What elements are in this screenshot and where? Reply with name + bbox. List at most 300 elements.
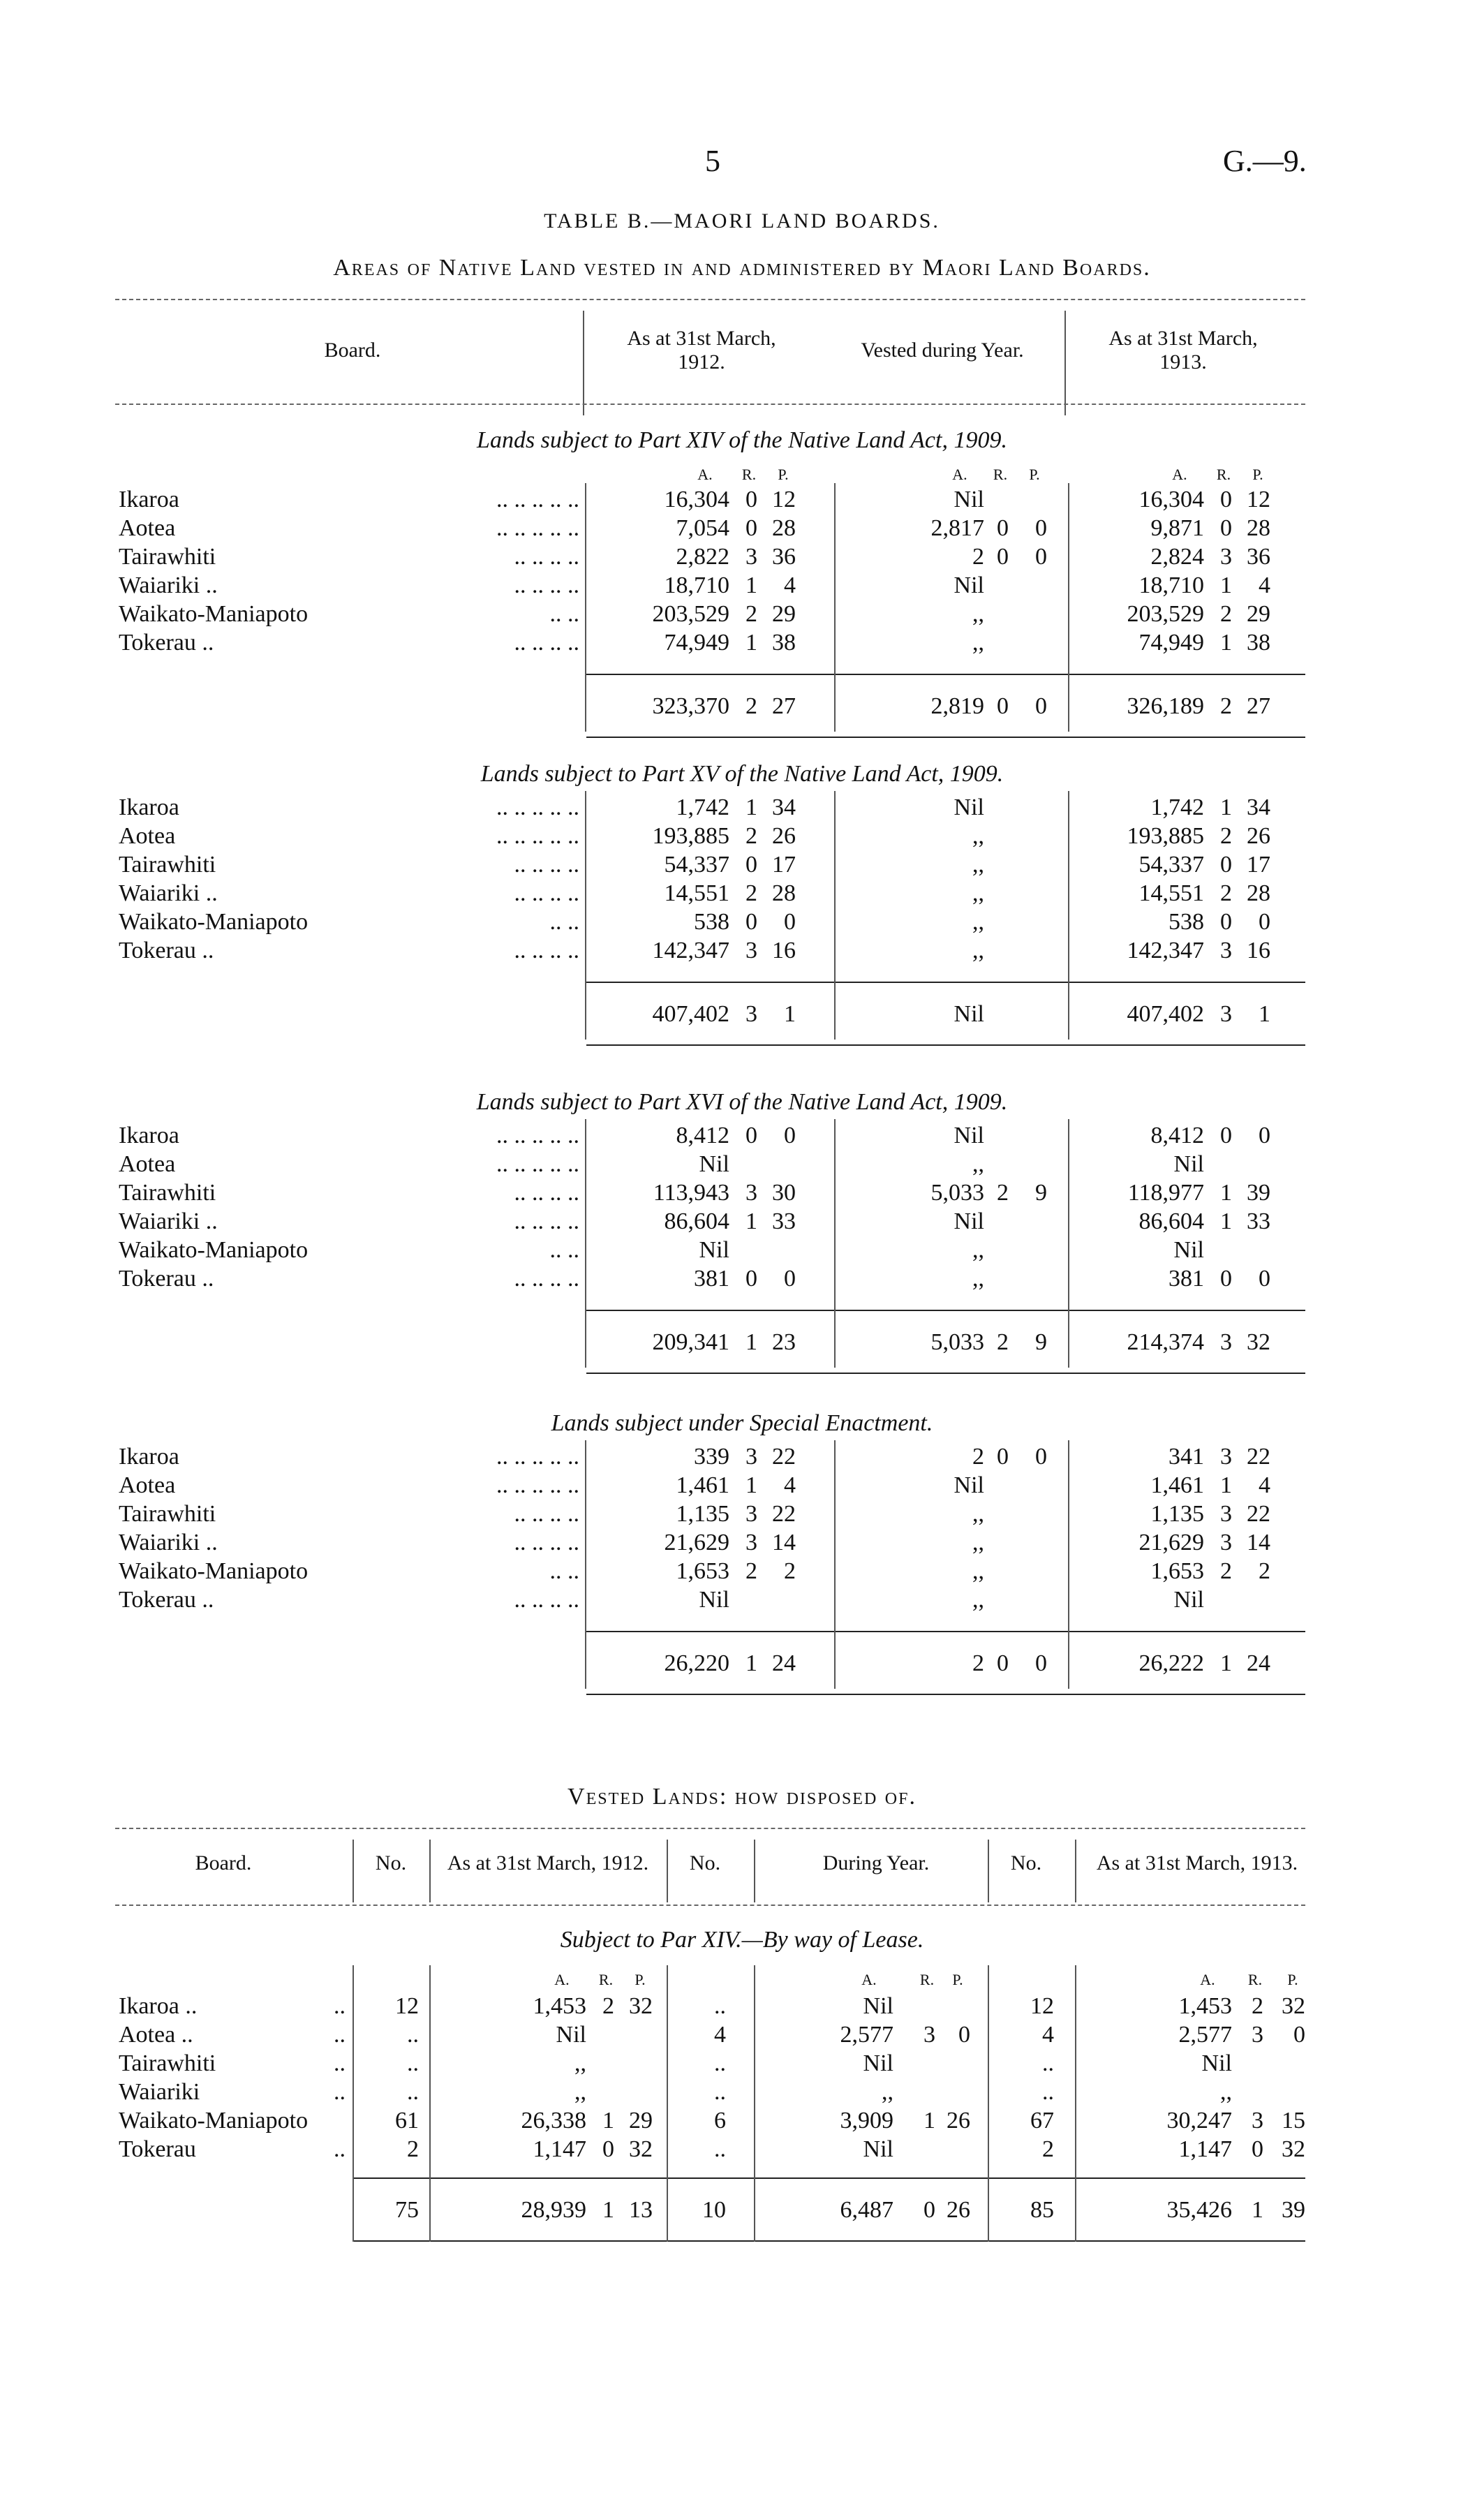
value-1913-roods: 3 xyxy=(1220,544,1232,570)
total-1913-acres: 214,374 xyxy=(1127,1329,1204,1355)
total-count-no2: 10 xyxy=(702,2197,726,2223)
total-1912-roods: 1 xyxy=(745,1329,757,1355)
disp-total-1913-acres: 35,426 xyxy=(1166,2197,1232,2223)
col-vested: Vested during Year. xyxy=(861,339,1024,362)
board-name: Waikato-Maniapoto xyxy=(119,601,309,627)
value-1912-perches: 0 xyxy=(784,909,796,935)
count-no3: .. xyxy=(1042,2050,1054,2076)
disp-1912-acres: 1,147 xyxy=(533,2136,586,2162)
total-1913-roods: 3 xyxy=(1220,1001,1232,1027)
section-end-rule xyxy=(586,1044,1305,1046)
unit-label: R. xyxy=(598,1971,614,1988)
disp-1912-acres: Nil xyxy=(556,2022,586,2048)
disp-total-1913-roods: 1 xyxy=(1252,2197,1263,2223)
leader-dots: .. .. xyxy=(549,1237,579,1263)
column-divider xyxy=(834,791,836,1040)
value-1912-roods: 0 xyxy=(745,1266,757,1292)
count-no1: .. xyxy=(407,2022,419,2048)
disp-1912-roods: 2 xyxy=(602,1993,614,2019)
total-vested-roods: 0 xyxy=(997,1650,1009,1676)
value-vested-perches: 9 xyxy=(1035,1180,1047,1206)
unit-label: P. xyxy=(635,1971,646,1988)
disp-during-roods: 3 xyxy=(923,2022,935,2048)
value-1913-perches: 17 xyxy=(1247,852,1270,878)
value-1913-perches: 22 xyxy=(1247,1501,1270,1527)
value-1912-perches: 26 xyxy=(772,823,796,849)
value-1912-acres: 1,653 xyxy=(676,1558,729,1584)
value-1913-perches: 0 xyxy=(1259,1266,1270,1292)
value-vested-roods: 0 xyxy=(997,1444,1009,1470)
count-no3: 2 xyxy=(1042,2136,1054,2162)
value-vested-acres: ,, xyxy=(972,630,984,656)
value-1912-perches: 0 xyxy=(784,1266,796,1292)
value-1912-perches: 2 xyxy=(784,1558,796,1584)
value-1912-perches: 28 xyxy=(772,880,796,906)
value-vested-acres: 2 xyxy=(972,544,984,570)
value-1913-perches: 16 xyxy=(1247,938,1270,963)
disp-1913-roods: 3 xyxy=(1252,2108,1263,2133)
value-1913-acres: 142,347 xyxy=(1127,938,1204,963)
unit-label: P. xyxy=(1029,466,1040,483)
column-divider xyxy=(585,1119,586,1368)
total-1912-roods: 1 xyxy=(745,1650,757,1676)
value-vested-acres: Nil xyxy=(954,487,984,512)
disp-total-during-roods: 0 xyxy=(923,2197,935,2223)
value-1912-roods: 3 xyxy=(745,1444,757,1470)
value-1913-roods: 1 xyxy=(1220,1208,1232,1234)
value-1912-perches: 36 xyxy=(772,544,796,570)
count-no2: 4 xyxy=(714,2022,726,2048)
value-1913-perches: 33 xyxy=(1247,1208,1270,1234)
value-vested-acres: Nil xyxy=(954,572,984,598)
board-name: Tokerau xyxy=(119,2136,196,2162)
disp-1913-roods: 3 xyxy=(1252,2022,1263,2048)
count-no2: 6 xyxy=(714,2108,726,2133)
value-1913-acres: 118,977 xyxy=(1127,1180,1204,1206)
count-no2: .. xyxy=(714,2136,726,2162)
total-1913-roods: 2 xyxy=(1220,693,1232,719)
value-1912-perches: 29 xyxy=(772,601,796,627)
value-1913-perches: 4 xyxy=(1259,1472,1270,1498)
value-1912-perches: 14 xyxy=(772,1530,796,1555)
disp-1912-acres: ,, xyxy=(574,2079,586,2105)
disposed-section-heading: Subject to Par XIV.—By way of Lease. xyxy=(560,1927,924,1953)
value-1912-roods: 2 xyxy=(745,823,757,849)
leader-dots: .. .. .. .. .. xyxy=(496,794,579,820)
value-1912-roods: 2 xyxy=(745,601,757,627)
section-heading: Lands subject under Special Enactment. xyxy=(551,1410,933,1436)
unit-label: R. xyxy=(1216,466,1231,483)
count-no1: 12 xyxy=(395,1993,419,2019)
board-name: Waikato-Maniapoto xyxy=(119,2108,309,2133)
leader-dots: .. .. .. .. xyxy=(514,544,579,570)
unit-label: R. xyxy=(993,466,1008,483)
table-b-header-rule xyxy=(115,404,1305,405)
col-board: Board. xyxy=(324,339,381,362)
leader-dots: .. .. .. .. xyxy=(514,1208,579,1234)
board-name: Ikaroa xyxy=(119,1444,179,1470)
count-no1: 61 xyxy=(395,2108,419,2133)
value-1912-roods: 0 xyxy=(745,909,757,935)
disposed-header-divider xyxy=(1075,1840,1076,1902)
value-1912-perches: 4 xyxy=(784,1472,796,1498)
total-1912-acres: 407,402 xyxy=(652,1001,729,1027)
disp-1913-acres: ,, xyxy=(1220,2079,1232,2105)
disposed-top-rule xyxy=(115,1828,1305,1829)
disposed-column-divider xyxy=(353,1965,354,2242)
leader-dots: .. .. .. .. xyxy=(514,1501,579,1527)
disposed-col-header: During Year. xyxy=(822,1851,930,1874)
board-name: Tairawhiti xyxy=(119,852,216,878)
unit-label: R. xyxy=(919,1971,935,1988)
column-divider xyxy=(834,1119,836,1368)
total-1912-acres: 209,341 xyxy=(652,1329,729,1355)
value-vested-acres: ,, xyxy=(972,601,984,627)
disp-during-roods: 1 xyxy=(923,2108,935,2133)
value-1912-perches: 34 xyxy=(772,794,796,820)
disp-during-acres: Nil xyxy=(863,1993,893,2019)
value-1912-acres: 7,054 xyxy=(676,515,729,541)
table-b-title: TABLE B.—MAORI LAND BOARDS. xyxy=(544,209,940,232)
disp-during-acres: Nil xyxy=(863,2136,893,2162)
total-1913-perches: 32 xyxy=(1247,1329,1270,1355)
value-1912-acres: 193,885 xyxy=(652,823,729,849)
disp-1913-perches: 32 xyxy=(1282,1993,1305,2019)
col-1913: As at 31st March, 1913. xyxy=(1108,327,1258,374)
section-heading: Lands subject to Part XV of the Native Land Act, 1909. xyxy=(480,761,1004,787)
value-vested-acres: Nil xyxy=(954,1472,984,1498)
count-no3: 4 xyxy=(1042,2022,1054,2048)
value-1913-acres: 341 xyxy=(1168,1444,1204,1470)
total-1912-acres: 323,370 xyxy=(652,693,729,719)
disposed-end-rule xyxy=(353,2240,1305,2242)
value-1913-acres: Nil xyxy=(1173,1151,1204,1177)
total-count-no3: 85 xyxy=(1030,2197,1054,2223)
value-1913-acres: 9,871 xyxy=(1150,515,1204,541)
disp-1912-acres: 26,338 xyxy=(521,2108,586,2133)
table-b-header-divider xyxy=(583,311,584,415)
value-1913-perches: 29 xyxy=(1247,601,1270,627)
section-end-rule xyxy=(586,1694,1305,1695)
total-count-no1: 75 xyxy=(395,2197,419,2223)
page-series: G.—9. xyxy=(1223,144,1307,178)
value-1912-acres: Nil xyxy=(699,1237,729,1263)
value-1913-acres: 1,742 xyxy=(1150,794,1204,820)
value-1912-acres: Nil xyxy=(699,1587,729,1613)
disposed-column-divider xyxy=(667,1965,668,2242)
board-name: Waiariki xyxy=(119,2079,200,2105)
board-name: Waiariki .. xyxy=(119,572,218,598)
value-1913-acres: 203,529 xyxy=(1127,601,1204,627)
value-vested-acres: ,, xyxy=(972,1151,984,1177)
value-1912-acres: 113,943 xyxy=(653,1180,729,1206)
count-no2: .. xyxy=(714,2050,726,2076)
leader-dots: .. .. .. .. .. xyxy=(496,1444,579,1470)
total-rule xyxy=(586,1310,1305,1311)
leader-dots: .. .. .. .. xyxy=(514,938,579,963)
value-1913-roods: 3 xyxy=(1220,1444,1232,1470)
disp-during-acres: Nil xyxy=(863,2050,893,2076)
value-1913-perches: 36 xyxy=(1247,544,1270,570)
leader-dots: .. xyxy=(334,2022,346,2048)
board-name: Ikaroa xyxy=(119,794,179,820)
disp-total-1912-perches: 13 xyxy=(629,2197,653,2223)
value-vested-acres: Nil xyxy=(954,1123,984,1148)
value-1913-roods: 1 xyxy=(1220,794,1232,820)
total-1912-perches: 1 xyxy=(784,1001,796,1027)
value-vested-acres: 2 xyxy=(972,1444,984,1470)
value-1913-acres: 1,135 xyxy=(1150,1501,1204,1527)
unit-label: R. xyxy=(1247,1971,1263,1988)
board-name: Aotea .. xyxy=(119,2022,193,2048)
value-1912-acres: 1,742 xyxy=(676,794,729,820)
value-1912-perches: 0 xyxy=(784,1123,796,1148)
count-no3: 12 xyxy=(1030,1993,1054,2019)
value-1913-roods: 2 xyxy=(1220,601,1232,627)
value-1912-perches: 33 xyxy=(772,1208,796,1234)
disposed-column-divider xyxy=(754,1965,755,2242)
value-1912-acres: 16,304 xyxy=(664,487,729,512)
value-1912-acres: 86,604 xyxy=(664,1208,729,1234)
disp-1913-acres: 1,453 xyxy=(1178,1993,1232,2019)
total-1913-acres: 326,189 xyxy=(1127,693,1204,719)
board-name: Ikaroa xyxy=(119,487,179,512)
leader-dots: .. .. .. .. .. xyxy=(496,1123,579,1148)
total-rule xyxy=(586,982,1305,983)
leader-dots: .. .. .. .. xyxy=(514,852,579,878)
disposed-header-divider xyxy=(353,1840,354,1902)
unit-label: A. xyxy=(1172,466,1187,483)
disposed-col-header: No. xyxy=(375,1851,407,1874)
board-name: Waiariki .. xyxy=(119,1530,218,1555)
value-1913-roods: 0 xyxy=(1220,909,1232,935)
value-vested-acres: Nil xyxy=(954,794,984,820)
value-1912-perches: 38 xyxy=(772,630,796,656)
value-1913-roods: 1 xyxy=(1220,572,1232,598)
value-1912-roods: 1 xyxy=(745,1472,757,1498)
value-1913-acres: 16,304 xyxy=(1138,487,1204,512)
value-1913-perches: 4 xyxy=(1259,572,1270,598)
total-1912-perches: 27 xyxy=(772,693,796,719)
value-1912-acres: 2,822 xyxy=(676,544,729,570)
disp-total-during-acres: 6,487 xyxy=(840,2197,893,2223)
value-vested-acres: ,, xyxy=(972,1530,984,1555)
disp-during-acres: ,, xyxy=(882,2079,893,2105)
value-1913-roods: 2 xyxy=(1220,1558,1232,1584)
value-1913-perches: 26 xyxy=(1247,823,1270,849)
value-vested-roods: 2 xyxy=(997,1180,1009,1206)
value-vested-acres: 2,817 xyxy=(930,515,984,541)
total-vested-perches: 0 xyxy=(1035,1650,1047,1676)
disposed-col-header: As at 31st March, 1912. xyxy=(447,1851,649,1874)
board-name: Tairawhiti xyxy=(119,544,216,570)
total-vested-roods: 0 xyxy=(997,693,1009,719)
value-vested-perches: 0 xyxy=(1035,515,1047,541)
disp-1912-perches: 32 xyxy=(629,2136,653,2162)
value-1913-roods: 3 xyxy=(1220,938,1232,963)
total-vested-acres: 5,033 xyxy=(930,1329,984,1355)
count-no3: .. xyxy=(1042,2079,1054,2105)
value-1912-acres: 538 xyxy=(694,909,729,935)
value-1912-acres: Nil xyxy=(699,1151,729,1177)
disp-1913-roods: 0 xyxy=(1252,2136,1263,2162)
value-1913-acres: Nil xyxy=(1173,1237,1204,1263)
total-1912-perches: 24 xyxy=(772,1650,796,1676)
leader-dots: .. .. xyxy=(549,601,579,627)
total-vested-perches: 9 xyxy=(1035,1329,1047,1355)
section-end-rule xyxy=(586,737,1305,738)
total-1912-perches: 23 xyxy=(772,1329,796,1355)
value-1913-acres: 74,949 xyxy=(1138,630,1204,656)
value-1913-acres: 193,885 xyxy=(1127,823,1204,849)
value-vested-acres: ,, xyxy=(972,1558,984,1584)
disposed-column-divider xyxy=(988,1965,989,2242)
disp-1913-acres: Nil xyxy=(1201,2050,1232,2076)
value-1913-perches: 14 xyxy=(1247,1530,1270,1555)
total-1913-acres: 26,222 xyxy=(1138,1650,1204,1676)
value-1912-acres: 74,949 xyxy=(664,630,729,656)
value-1913-acres: 2,824 xyxy=(1150,544,1204,570)
disp-1913-acres: 2,577 xyxy=(1178,2022,1232,2048)
column-divider xyxy=(1068,1440,1069,1689)
value-1912-roods: 0 xyxy=(745,1123,757,1148)
board-name: Tokerau .. xyxy=(119,1266,214,1292)
value-1912-roods: 3 xyxy=(745,544,757,570)
value-1913-perches: 0 xyxy=(1259,1123,1270,1148)
column-divider xyxy=(1068,483,1069,732)
value-1912-acres: 18,710 xyxy=(664,572,729,598)
value-1912-perches: 16 xyxy=(772,938,796,963)
section-heading: Lands subject to Part XVI of the Native Land Act, 1909. xyxy=(476,1089,1008,1115)
disp-total-1912-acres: 28,939 xyxy=(521,2197,586,2223)
column-divider xyxy=(834,483,836,732)
leader-dots: .. .. .. .. xyxy=(514,880,579,906)
disp-1912-perches: 29 xyxy=(629,2108,653,2133)
value-1912-acres: 142,347 xyxy=(652,938,729,963)
total-1913-perches: 27 xyxy=(1247,693,1270,719)
value-vested-acres: ,, xyxy=(972,823,984,849)
leader-dots: .. xyxy=(334,2050,346,2076)
value-1912-roods: 0 xyxy=(745,515,757,541)
leader-dots: .. xyxy=(334,2079,346,2105)
value-1913-acres: 538 xyxy=(1168,909,1204,935)
value-1913-perches: 39 xyxy=(1247,1180,1270,1206)
board-name: Waikato-Maniapoto xyxy=(119,1558,309,1584)
value-vested-acres: ,, xyxy=(972,1266,984,1292)
total-1913-perches: 24 xyxy=(1247,1650,1270,1676)
unit-label: P. xyxy=(1252,466,1263,483)
disposed-header-divider xyxy=(754,1840,755,1902)
value-vested-acres: ,, xyxy=(972,1587,984,1613)
value-1912-roods: 1 xyxy=(745,572,757,598)
board-name: Aotea xyxy=(119,1472,176,1498)
value-1913-roods: 0 xyxy=(1220,1123,1232,1148)
value-1912-perches: 30 xyxy=(772,1180,796,1206)
leader-dots: .. .. xyxy=(549,1558,579,1584)
value-1913-acres: 1,653 xyxy=(1150,1558,1204,1584)
disp-1913-perches: 0 xyxy=(1293,2022,1305,2048)
col-1912: As at 31st March, 1912. xyxy=(627,327,776,374)
value-1913-acres: 54,337 xyxy=(1138,852,1204,878)
value-1913-perches: 34 xyxy=(1247,794,1270,820)
total-vested-perches: 0 xyxy=(1035,693,1047,719)
value-1913-roods: 1 xyxy=(1220,1180,1232,1206)
leader-dots: .. .. .. .. .. xyxy=(496,823,579,849)
value-1912-acres: 203,529 xyxy=(652,601,729,627)
unit-label: P. xyxy=(1287,1971,1298,1988)
value-1912-acres: 21,629 xyxy=(664,1530,729,1555)
total-1912-roods: 3 xyxy=(745,1001,757,1027)
value-vested-acres: ,, xyxy=(972,1501,984,1527)
value-1913-roods: 0 xyxy=(1220,852,1232,878)
board-name: Tokerau .. xyxy=(119,630,214,656)
column-divider xyxy=(1068,791,1069,1040)
value-1912-roods: 3 xyxy=(745,938,757,963)
disposed-col-header: No. xyxy=(689,1851,721,1874)
unit-label: A. xyxy=(952,466,967,483)
value-1912-perches: 28 xyxy=(772,515,796,541)
value-vested-roods: 0 xyxy=(997,515,1009,541)
value-1913-roods: 1 xyxy=(1220,1472,1232,1498)
value-vested-acres: ,, xyxy=(972,880,984,906)
value-1912-perches: 22 xyxy=(772,1444,796,1470)
column-divider xyxy=(1068,1119,1069,1368)
total-1913-roods: 3 xyxy=(1220,1329,1232,1355)
disposed-col-header: No. xyxy=(1010,1851,1042,1874)
board-name: Aotea xyxy=(119,823,176,849)
board-name: Waikato-Maniapoto xyxy=(119,909,309,935)
value-vested-acres: ,, xyxy=(972,852,984,878)
value-vested-acres: Nil xyxy=(954,1208,984,1234)
board-name: Waiariki .. xyxy=(119,1208,218,1234)
leader-dots: .. .. .. .. xyxy=(514,630,579,656)
value-vested-acres: ,, xyxy=(972,938,984,963)
value-vested-perches: 0 xyxy=(1035,544,1047,570)
disp-during-perches: 0 xyxy=(958,2022,970,2048)
disp-total-during-perches: 26 xyxy=(947,2197,970,2223)
leader-dots: .. .. xyxy=(549,909,579,935)
leader-dots: .. xyxy=(334,1993,346,2019)
unit-label: P. xyxy=(778,466,789,483)
disposed-header-divider xyxy=(667,1840,668,1902)
value-vested-acres: 5,033 xyxy=(930,1180,984,1206)
value-1913-roods: 3 xyxy=(1220,1530,1232,1555)
disposed-header-divider xyxy=(988,1840,989,1902)
value-1912-perches: 22 xyxy=(772,1501,796,1527)
leader-dots: .. .. .. .. xyxy=(514,1180,579,1206)
board-name: Aotea xyxy=(119,1151,176,1177)
disposed-title: Vested Lands: how disposed of. xyxy=(567,1784,917,1810)
value-1912-acres: 54,337 xyxy=(664,852,729,878)
value-1913-perches: 28 xyxy=(1247,880,1270,906)
column-divider xyxy=(585,1440,586,1689)
table-b-top-rule xyxy=(115,299,1305,300)
leader-dots: .. .. .. .. .. xyxy=(496,1151,579,1177)
value-1913-roods: 2 xyxy=(1220,880,1232,906)
value-1913-acres: Nil xyxy=(1173,1587,1204,1613)
disposed-header-rule xyxy=(115,1905,1305,1906)
total-rule xyxy=(586,1631,1305,1632)
disp-total-1913-perches: 39 xyxy=(1282,2197,1305,2223)
total-vested-roods: 2 xyxy=(997,1329,1009,1355)
board-name: Tokerau .. xyxy=(119,938,214,963)
board-name: Waikato-Maniapoto xyxy=(119,1237,309,1263)
value-vested-acres: ,, xyxy=(972,909,984,935)
leader-dots: .. .. .. .. xyxy=(514,1266,579,1292)
count-no2: .. xyxy=(714,1993,726,2019)
leader-dots: .. xyxy=(334,2136,346,2162)
disposed-col-header: Board. xyxy=(195,1851,252,1874)
